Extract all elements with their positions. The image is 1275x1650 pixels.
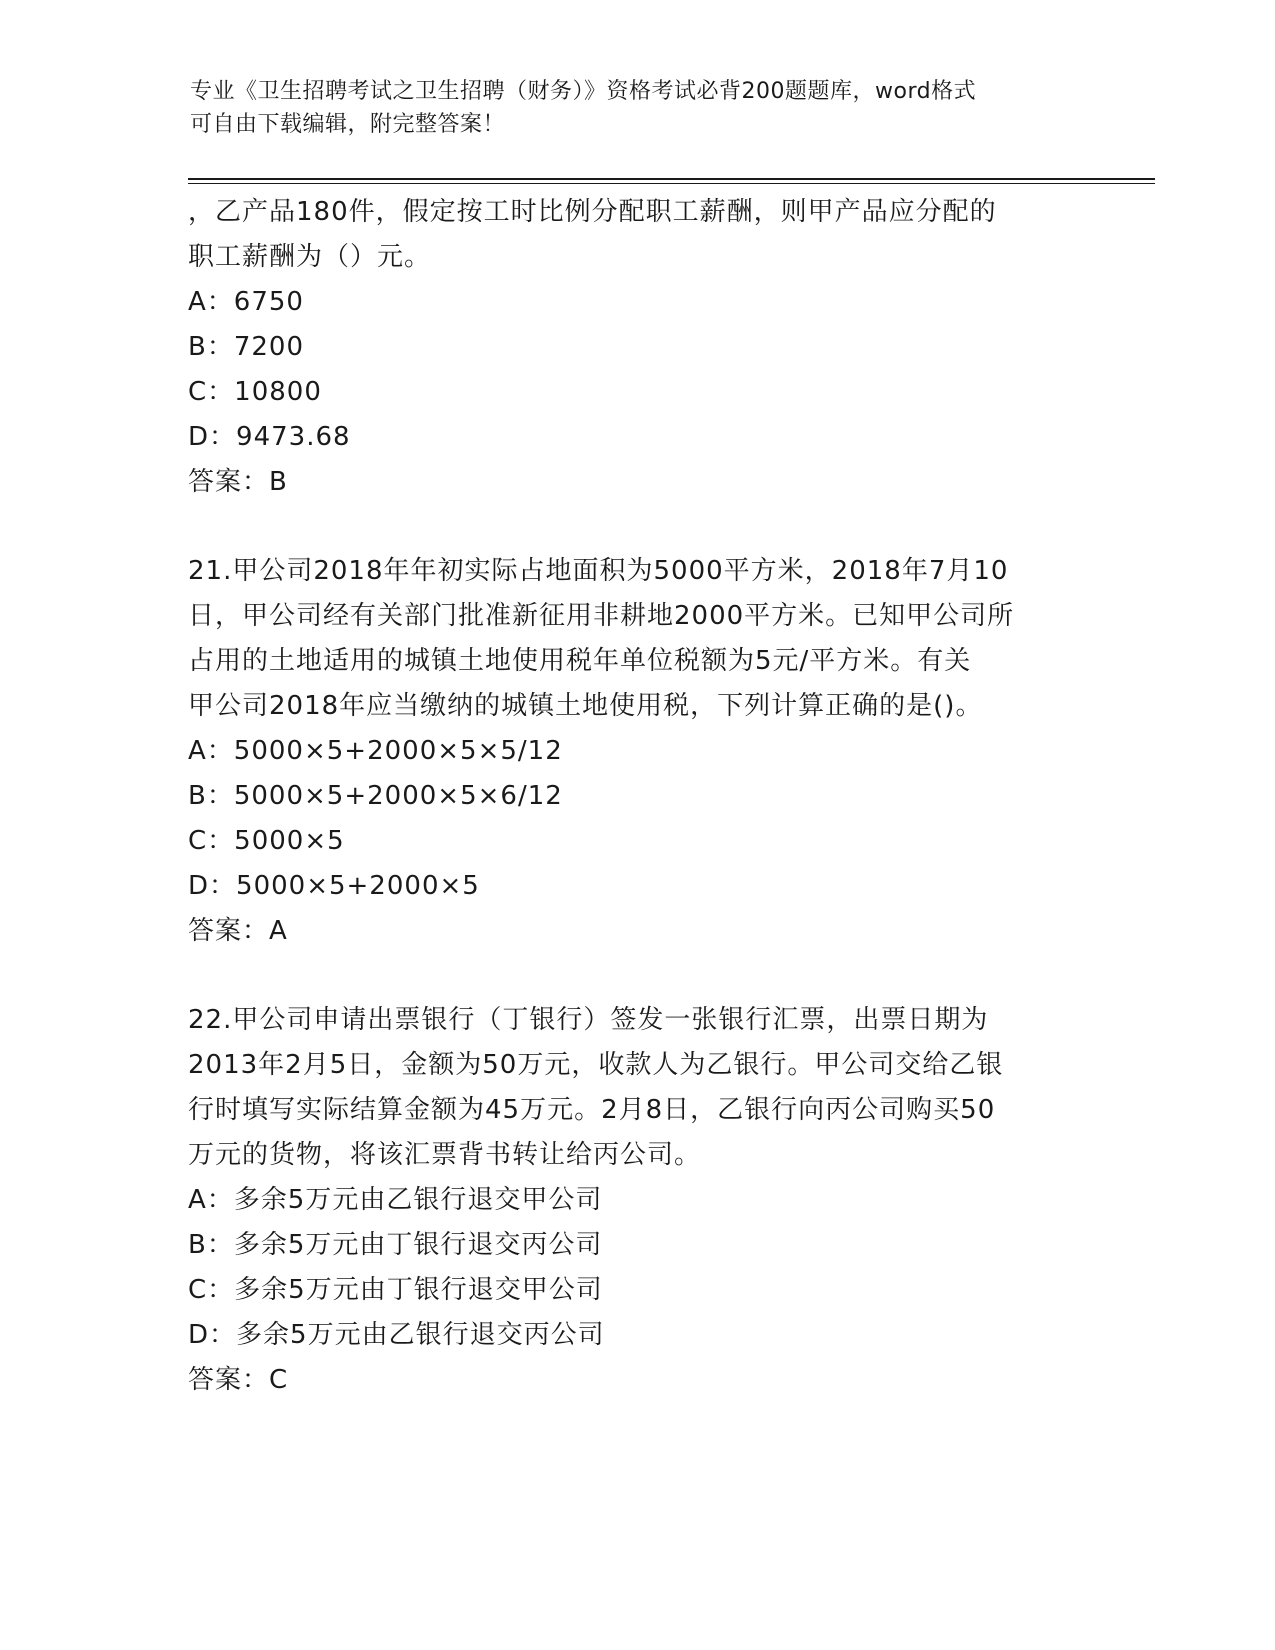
option-key: C： (188, 1275, 235, 1305)
option-c (188, 1268, 1088, 1313)
option-key: B： (188, 1230, 234, 1260)
document-header (190, 75, 1090, 141)
option-key: B： (188, 332, 234, 362)
option-key: A： (188, 287, 234, 317)
question-text-line: 21.甲公司2018年年初实际占地面积为5000平方米，2018年7月10 (188, 556, 1009, 586)
header-title-line-2: 可自由下载编辑，附完整答案！ (190, 112, 506, 137)
option-key: D： (188, 871, 237, 901)
option-key: B： (188, 781, 234, 811)
question-text-line: 日，甲公司经有关部门批准新征用非耕地2000平方米。已知甲公司所 (188, 601, 1015, 631)
option-text: 多余5万元由乙银行退交丙公司 (236, 1320, 605, 1350)
spacer (188, 954, 1088, 998)
option-b (188, 774, 1088, 819)
option-text: 9473.68 (236, 422, 351, 452)
option-text: 7200 (233, 332, 305, 362)
header-title-line-1: 专业《卫生招聘考试之卫生招聘（财务）》资格考试必背200题题库，word格式 (190, 79, 977, 104)
answer-line: 答案：C (188, 1365, 289, 1395)
header-divider-thick (188, 178, 1155, 180)
option-text: 5000×5+2000×5 (236, 871, 480, 901)
option-c (188, 370, 1088, 415)
answer-line: 答案：A (188, 916, 288, 946)
option-key: C： (188, 377, 235, 407)
option-text: 6750 (233, 287, 304, 317)
option-d (188, 415, 1088, 460)
option-key: A： (188, 736, 234, 766)
option-d (188, 864, 1088, 909)
question-text-line: 22.甲公司申请出票银行（丁银行）签发一张银行汇票，出票日期为 (188, 1005, 989, 1035)
spacer (188, 505, 1088, 549)
option-text: 多余5万元由丁银行退交丙公司 (233, 1230, 603, 1260)
question-text-line: 万元的货物，将该汇票背书转让给丙公司。 (188, 1140, 702, 1170)
option-a (188, 729, 1088, 774)
option-text: 多余5万元由丁银行退交甲公司 (234, 1275, 603, 1305)
option-key: C： (188, 826, 235, 856)
option-b (188, 1223, 1088, 1268)
option-text: 5000×5+2000×5×5/12 (233, 736, 563, 766)
option-text: 5000×5+2000×5×6/12 (233, 781, 563, 811)
answer-line: 答案：B (188, 467, 288, 497)
question-20 (188, 190, 1088, 505)
question-text-line: 占用的土地适用的城镇土地使用税年单位税额为5元/平方米。有关 (188, 646, 972, 676)
question-text-line: 职工薪酬为（）元。 (188, 242, 432, 272)
option-text: 10800 (234, 377, 322, 407)
option-d (188, 1313, 1088, 1358)
option-c (188, 819, 1088, 864)
option-text: 多余5万元由乙银行退交甲公司 (233, 1185, 603, 1215)
question-list (188, 190, 1088, 1403)
option-a (188, 280, 1088, 325)
question-text-line: 2013年2月5日，金额为50万元，收款人为乙银行。甲公司交给乙银 (188, 1050, 1004, 1080)
option-text: 5000×5 (234, 826, 345, 856)
option-b (188, 325, 1088, 370)
question-21 (188, 549, 1088, 954)
option-key: A： (188, 1185, 234, 1215)
header-divider-thin (188, 183, 1155, 184)
option-key: D： (188, 1320, 237, 1350)
question-text-line: ，乙产品180件，假定按工时比例分配职工薪酬，则甲产品应分配的 (188, 197, 997, 227)
question-22 (188, 998, 1088, 1403)
question-text-line: 行时填写实际结算金额为45万元。2月8日，乙银行向丙公司购买50 (188, 1095, 996, 1125)
option-a (188, 1178, 1088, 1223)
option-key: D： (188, 422, 237, 452)
question-text-line: 甲公司2018年应当缴纳的城镇土地使用税，下列计算正确的是()。 (188, 691, 983, 721)
